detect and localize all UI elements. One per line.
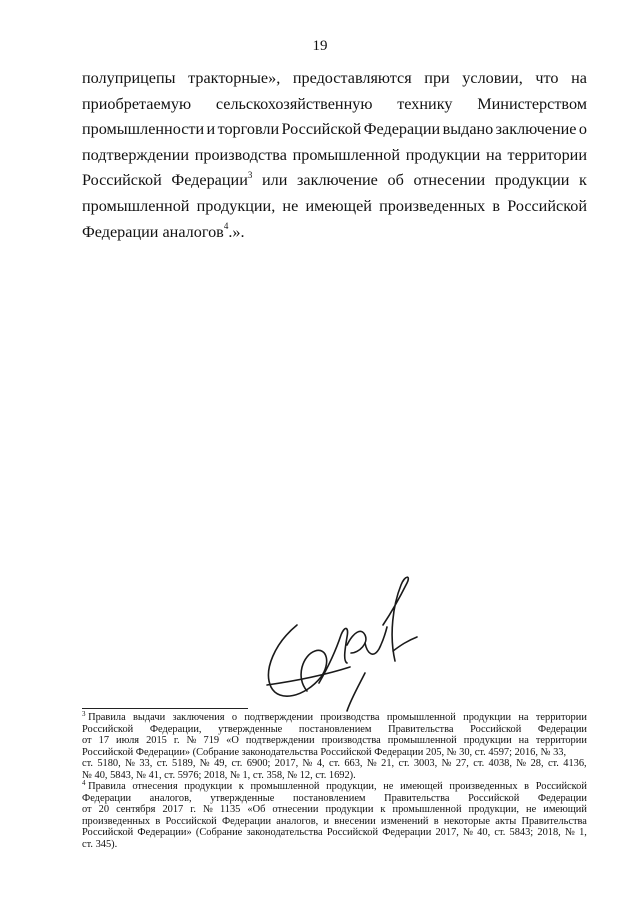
footnote-4-line: от 20 сентября 2017 г. № 1135 «Об отнесении продукции к промышленной продукции, не имеющий	[82, 804, 587, 815]
page-number: 19	[312, 38, 328, 54]
footnote-ref-4[interactable]: 4	[223, 221, 229, 232]
handwritten-signature	[255, 565, 435, 715]
footnote-3-line: № 40, 5843, № 41, ст. 5976; 2018, № 1, ст. 358, № 12, ст. 1692).	[82, 769, 356, 781]
body-line: промышленности и торговли Российской Федерации выдано заключение о	[82, 120, 587, 139]
footnote-4-line: ст. 345).	[82, 838, 118, 850]
main-paragraph	[82, 66, 587, 245]
footnote-4-line: $^4$ Правила отнесения продукции к промышленной продукции, не имеющей произведенных в Российской	[82, 778, 587, 792]
footnote-4-line: произведенных в Российской Федерации аналогов, и внесении изменений в некоторые акты Правительства	[82, 815, 587, 827]
footnote-3-line: Российской Федерации» (Собрание законодательства Российской Федерации 205, № 30, ст. 4597; 2016, № 33,	[82, 746, 567, 758]
footnote-4-line: Федерации аналогов, утвержденные постановлением Правительства Российской Федерации	[82, 792, 587, 804]
footnote-3-line: ст. 5180, № 33, ст. 5189, № 49, ст. 6900; 2017, № 4, ст. 663, № 21, ст. 3003, № 27, ст. 4038, № 28, ст. 4136,	[82, 758, 587, 769]
footnote-3-line: Российской Федерации, утвержденные постановлением Правительства Российской Федерации	[82, 723, 587, 735]
body-line: приобретаемую сельскохозяйственную технику Министерством	[82, 94, 587, 113]
footnote-4-line: Российской Федерации» (Собрание законодательства Российской Федерации 2017, № 40, ст. 5843; 2018, № 1,	[82, 827, 587, 838]
body-line: подтверждении производства промышленной продукции на территории	[82, 145, 587, 164]
body-line: Российской Федерации$^3$ или заключение об отнесении продукции к	[82, 169, 587, 190]
footnote-ref-3[interactable]: 3	[247, 169, 253, 180]
footnote-marker-3: 3	[82, 709, 86, 718]
footnote-3-line: $^3$ Правила выдачи заключения о подтверждении производства промышленной продукции на территории	[82, 709, 587, 723]
footnote-3-line: от 17 июля 2015 г. № 719 «О подтверждении производства промышленной продукции на территории	[82, 735, 587, 746]
body-line: Федерации аналогов$^4$.».	[82, 221, 245, 241]
footnote-marker-4: 4	[82, 778, 86, 787]
body-line: полуприцепы тракторные», предоставляются при условии, что на	[82, 69, 587, 87]
body-line: промышленной продукции, не имеющей произведенных в Российской	[82, 196, 587, 215]
footnotes	[82, 709, 587, 850]
footnote-separator	[82, 708, 248, 709]
